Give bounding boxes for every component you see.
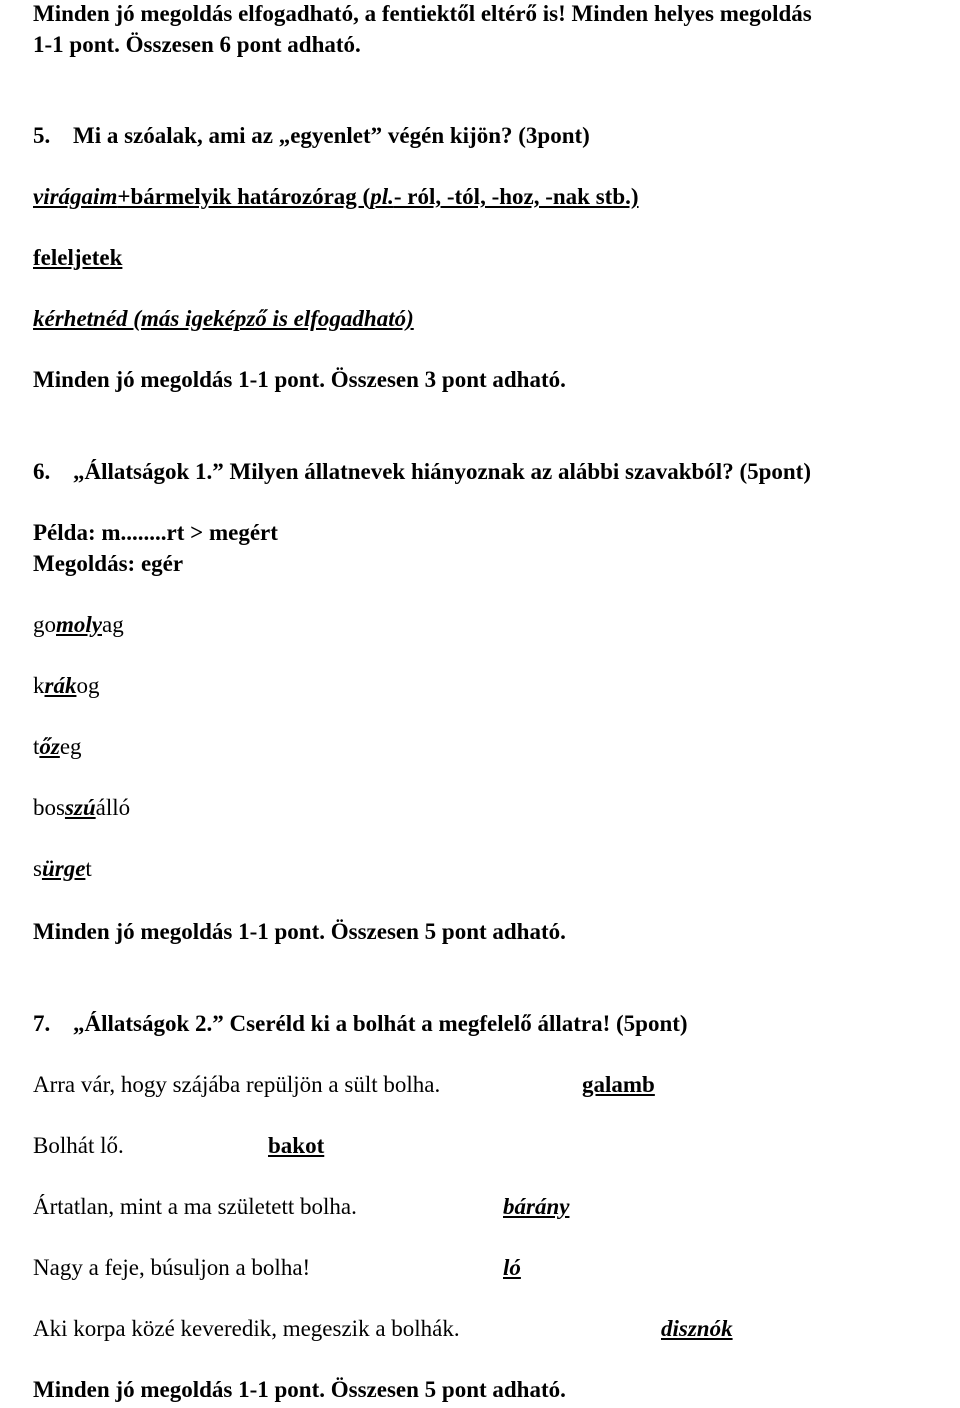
q6-word-3	[33, 733, 82, 761]
word-part: eg	[59, 734, 82, 759]
q7-heading	[33, 1010, 688, 1038]
q7-title: „Állatságok 2.”	[73, 1011, 224, 1036]
q7-question: Cseréld ki a bolhát a megfelelő állatra! (5pont)	[229, 1011, 688, 1036]
q6-scoring: Minden jó megoldás 1-1 pont. Összesen 5 pont adható.	[33, 919, 566, 944]
q6-solution: Megoldás: egér	[33, 551, 184, 576]
q5-answer-3: kérhetnéd (más igeképző is elfogadható)	[33, 306, 414, 331]
q5-answer-1-tail: - ról, -tól, -hoz, -nak stb.)	[393, 184, 639, 209]
q6-word-4	[33, 794, 130, 822]
animal-fragment: szú	[64, 795, 96, 820]
q7-number: 7.	[33, 1011, 51, 1036]
q7-sentence-5: Aki korpa közé keveredik, megeszik a bolhák.	[33, 1316, 460, 1341]
animal-fragment: őz	[39, 734, 60, 759]
q5-answer-1	[33, 183, 639, 211]
q5-answer-1-rest: +bármelyik határozórag (	[117, 184, 371, 209]
q7-sentence-4: Nagy a feje, búsuljon a bolha!	[33, 1255, 311, 1280]
intro-line-2: 1-1 pont. Összesen 6 pont adható.	[33, 32, 361, 57]
q5-answer-2: feleljetek	[33, 245, 123, 270]
q6-example: Példa: m........rt > megért	[33, 520, 278, 545]
q6-word-1	[33, 611, 124, 639]
word-part: t	[85, 856, 92, 881]
animal-fragment: moly	[56, 612, 102, 637]
q5-scoring: Minden jó megoldás 1-1 pont. Összesen 3 pont adható.	[33, 367, 566, 392]
word-part: bos	[33, 795, 65, 820]
q7-answer-2: bakot	[268, 1133, 325, 1158]
word-part: og	[76, 673, 100, 698]
q6-heading	[33, 458, 811, 486]
word-part: s	[33, 856, 42, 881]
q7-answer-4: ló	[503, 1255, 521, 1280]
animal-fragment: rák	[44, 673, 77, 698]
q6-title: „Állatságok 1.”	[73, 459, 224, 484]
q5-heading	[33, 122, 590, 150]
q6-word-2	[33, 672, 99, 700]
q7-scoring: Minden jó megoldás 1-1 pont. Összesen 5 pont adható.	[33, 1377, 566, 1402]
word-part: álló	[95, 795, 131, 820]
q6-word-5	[33, 855, 92, 883]
word-part: k	[33, 673, 45, 698]
word-part: t	[33, 734, 40, 759]
word-part: go	[33, 612, 56, 637]
q6-question: Milyen állatnevek hiányoznak az alábbi szavakból? (5pont)	[229, 459, 812, 484]
q7-sentence-3: Ártatlan, mint a ma született bolha.	[33, 1194, 357, 1219]
q7-answer-1: galamb	[582, 1072, 655, 1097]
animal-fragment: ürge	[41, 856, 86, 881]
q7-sentence-2: Bolhát lő.	[33, 1133, 124, 1158]
q6-number: 6.	[33, 459, 51, 484]
intro-line-1: Minden jó megoldás elfogadható, a fentiektől eltérő is! Minden helyes megoldás	[33, 1, 812, 26]
q5-answer-1-italic: virágaim	[33, 184, 118, 209]
q5-answer-1-pl: pl.	[370, 184, 394, 209]
q5-question: Mi a szóalak, ami az „egyenlet” végén kijön? (3pont)	[73, 123, 590, 148]
word-part: ag	[102, 612, 124, 637]
q7-sentence-1: Arra vár, hogy szájába repüljön a sült bolha.	[33, 1072, 441, 1097]
q7-answer-3: bárány	[503, 1194, 570, 1219]
q5-number: 5.	[33, 123, 51, 148]
q7-answer-5: disznók	[661, 1316, 733, 1341]
